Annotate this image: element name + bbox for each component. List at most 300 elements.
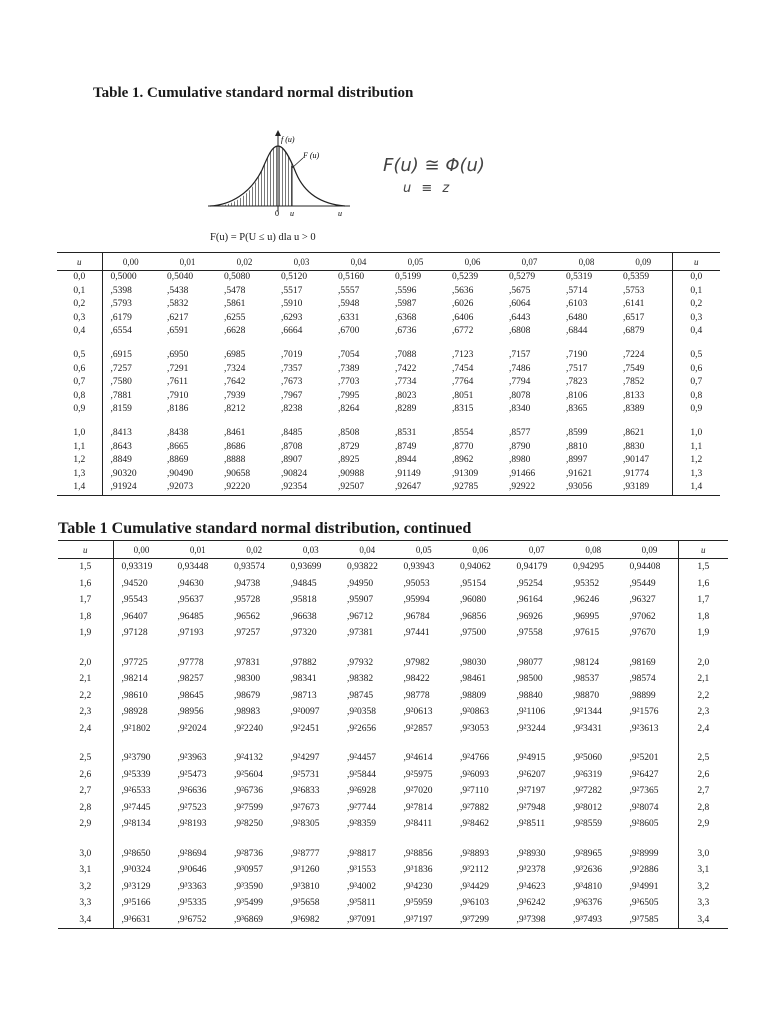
probability-cell: ,9²7282	[573, 786, 602, 796]
table-row	[57, 271, 720, 285]
u-value-cell: 3,4	[678, 912, 728, 929]
probability-cell: ,8621	[623, 427, 645, 438]
probability-cell: ,9²2857	[403, 723, 433, 734]
probability-cell: ,9²3613	[629, 723, 659, 734]
probability-cell: ,9²8856	[403, 848, 433, 859]
probability-cell: ,9²7948	[516, 802, 546, 813]
probability-cell: ,6064	[509, 299, 531, 309]
probability-cell: ,6915	[110, 349, 132, 360]
probability-cell: ,8531	[395, 427, 417, 438]
probability-cell: ,7517	[566, 363, 588, 374]
header-cell: 0,09	[622, 541, 679, 559]
shaded-area	[218, 146, 292, 206]
probability-cell: ,8023	[395, 390, 417, 401]
probability-cell: ,8340	[509, 404, 531, 414]
u-value-cell: 0,6	[672, 363, 720, 377]
probability-cell: ,97381	[347, 628, 374, 638]
probability-cell: ,97441	[403, 628, 430, 638]
probability-cell: ,9³7197	[403, 914, 433, 925]
probability-cell: ,8159	[110, 404, 132, 414]
table1	[57, 252, 720, 496]
u-value-cell: 1,6	[58, 576, 113, 593]
probability-cell: ,98928	[121, 707, 148, 717]
u-value-cell: 2,3	[58, 704, 113, 721]
u-value-cell: 3,0	[678, 833, 728, 863]
probability-cell: ,97932	[347, 657, 374, 668]
u-value-cell: 3,0	[58, 833, 113, 863]
probability-cell: ,96638	[290, 611, 317, 622]
u-value-cell: 3,3	[678, 895, 728, 912]
probability-cell: ,7881	[110, 390, 132, 401]
probability-cell: ,98461	[460, 674, 487, 684]
table-row	[58, 721, 728, 738]
probability-cell: ,9²8999	[629, 848, 659, 859]
probability-cell: ,6141	[623, 299, 645, 309]
header-cell: u	[58, 541, 113, 559]
probability-cell: ,9²3963	[177, 753, 207, 763]
table-row	[58, 559, 728, 576]
probability-cell: ,6554	[110, 326, 132, 336]
probability-cell: ,6368	[395, 312, 417, 323]
probability-cell: ,98956	[177, 707, 204, 717]
probability-cell: ,6664	[281, 326, 303, 336]
table-row	[58, 704, 728, 721]
probability-cell: ,9²5060	[573, 753, 602, 763]
probability-cell: ,7157	[509, 349, 531, 360]
probability-cell: ,97062	[629, 611, 656, 622]
u-value-cell: 0,4	[672, 325, 720, 339]
u-value-cell: 2,2	[678, 688, 728, 705]
probability-cell: ,7486	[509, 363, 531, 374]
probability-cell: ,9²8250	[234, 819, 263, 829]
u-value-cell: 0,8	[57, 390, 102, 404]
probability-cell: ,9³3590	[234, 881, 263, 892]
probability-cell: ,94950	[347, 578, 374, 589]
probability-cell: 0,5239	[452, 272, 479, 282]
probability-cell: ,9³6505	[629, 898, 659, 908]
probability-cell: ,97615	[573, 628, 600, 638]
probability-cell: ,95449	[629, 578, 656, 589]
probability-cell: ,98745	[347, 690, 374, 701]
probability-cell: ,9²5731	[290, 769, 320, 780]
probability-cell: ,7673	[281, 377, 303, 387]
probability-cell: ,6772	[452, 326, 474, 336]
probability-cell: ,8790	[509, 441, 531, 452]
table-row	[57, 363, 720, 377]
probability-cell: ,8264	[338, 404, 360, 414]
probability-cell: ,9²7365	[629, 786, 659, 796]
probability-cell: ,9³2378	[516, 865, 546, 875]
probability-cell: ,97670	[629, 628, 656, 638]
probability-cell: 0,5319	[566, 272, 593, 282]
table-row	[58, 862, 728, 879]
probability-cell: ,9²8736	[234, 848, 263, 859]
header-cell: 0,08	[565, 541, 622, 559]
probability-cell: ,8849	[110, 455, 132, 465]
probability-cell: ,9³5335	[177, 898, 207, 908]
probability-cell: ,9²6093	[460, 769, 489, 780]
table2-title: Table 1 Cumulative standard normal distribution, continued	[58, 520, 472, 537]
probability-cell: ,95994	[403, 595, 430, 605]
header-cell: 0,00	[102, 253, 159, 271]
probability-cell: ,94630	[177, 578, 204, 589]
u-value-cell: 3,4	[58, 912, 113, 929]
table1-title: Table 1. Cumulative standard normal distribution	[93, 85, 414, 101]
probability-cell: ,7734	[395, 377, 417, 387]
header-cell: 0,03	[273, 253, 330, 271]
u-value-cell: 2,6	[58, 767, 113, 784]
probability-cell: ,7910	[167, 390, 189, 401]
u-value-cell: 2,4	[678, 721, 728, 738]
u-value-cell: 1,0	[672, 417, 720, 441]
probability-cell: ,9³5166	[121, 898, 151, 908]
probability-cell: ,8869	[167, 455, 189, 465]
probability-cell: ,9²8074	[629, 802, 659, 813]
u-value-cell: 0,6	[57, 363, 102, 377]
probability-cell: ,8315	[452, 404, 474, 414]
header-cell: 0,07	[509, 541, 566, 559]
u-value-cell: 1,8	[58, 609, 113, 626]
probability-cell: ,9²7020	[403, 786, 433, 796]
probability-cell: ,9²4766	[460, 753, 489, 763]
probability-cell: ,9³1260	[290, 865, 320, 875]
u-value-cell: 3,1	[58, 862, 113, 879]
probability-cell: ,7764	[452, 377, 474, 387]
probability-cell: ,6331	[338, 312, 360, 323]
probability-cell: ,90988	[338, 468, 365, 479]
probability-cell: ,9²7197	[516, 786, 546, 796]
u-value-cell: 0,1	[672, 285, 720, 299]
probability-cell: ,9³4810	[573, 881, 602, 892]
probability-cell: ,6255	[224, 312, 246, 323]
probability-cell: ,9²8012	[573, 802, 602, 813]
header-cell: 0,09	[615, 253, 672, 271]
table-row	[57, 390, 720, 404]
probability-cell: ,9³3810	[290, 881, 320, 892]
probability-cell: ,97320	[290, 628, 317, 638]
u-value-cell: 0,9	[57, 403, 102, 417]
probability-cell: ,9²4915	[516, 753, 546, 763]
probability-cell: ,9³3129	[121, 881, 151, 892]
probability-cell: ,9²5975	[403, 769, 433, 780]
probability-cell: 0,5199	[395, 272, 422, 282]
u-value-cell: 0,4	[57, 325, 102, 339]
probability-cell: ,7291	[167, 363, 189, 374]
probability-cell: ,9²7110	[460, 786, 489, 796]
probability-cell: ,9²4132	[234, 753, 263, 763]
probability-cell: ,9³5811	[347, 898, 376, 908]
probability-cell: ,98610	[121, 690, 148, 701]
u-value-cell: 2,7	[678, 783, 728, 800]
probability-cell: ,8413	[110, 427, 132, 438]
probability-cell: ,9³6376	[573, 898, 602, 908]
table-row	[58, 576, 728, 593]
u-value-cell: 0,2	[57, 298, 102, 312]
table-row	[58, 625, 728, 642]
probability-cell: ,91774	[623, 468, 650, 479]
probability-cell: ,95637	[177, 595, 204, 605]
table-row	[57, 285, 720, 299]
table-row	[57, 454, 720, 468]
probability-cell: ,90658	[224, 468, 251, 479]
probability-cell: ,97725	[121, 657, 148, 668]
probability-cell: ,96926	[516, 611, 543, 622]
u-mark-label: u	[290, 209, 294, 218]
probability-cell: ,7703	[338, 377, 360, 387]
probability-cell: ,9²5339	[121, 769, 151, 780]
probability-cell: ,95053	[403, 578, 430, 589]
probability-cell: ,8962	[452, 455, 474, 465]
u-value-cell: 0,7	[57, 376, 102, 390]
probability-cell: ,6293	[281, 312, 303, 323]
probability-cell: ,98778	[403, 690, 430, 701]
probability-cell: ,9³1836	[403, 865, 433, 875]
probability-cell: ,94738	[234, 578, 261, 589]
probability-cell: ,95728	[234, 595, 261, 605]
u-value-cell: 2,1	[678, 671, 728, 688]
probability-cell: ,8238	[281, 404, 303, 414]
probability-cell: ,9²8462	[460, 819, 489, 829]
probability-cell: ,98169	[629, 657, 656, 668]
probability-cell: ,97982	[403, 657, 430, 668]
probability-cell: ,8078	[509, 390, 531, 401]
u-value-cell: 2,5	[678, 737, 728, 767]
u-value-cell: 2,2	[58, 688, 113, 705]
header-cell: u	[672, 253, 720, 271]
header-cell: 0,03	[283, 541, 340, 559]
probability-cell: ,7257	[110, 363, 132, 374]
probability-cell: ,7224	[623, 349, 645, 360]
probability-cell: ,9²4297	[290, 753, 320, 763]
probability-cell: ,9²8605	[629, 819, 659, 829]
u-value-cell: 1,4	[57, 481, 102, 495]
u-value-cell: 2,5	[58, 737, 113, 767]
probability-cell: ,95907	[347, 595, 374, 605]
probability-cell: ,8289	[395, 404, 417, 414]
probability-cell: ,7357	[281, 363, 303, 374]
probability-cell: ,9²7744	[347, 802, 376, 813]
probability-cell: ,9²6736	[234, 786, 263, 796]
u-value-cell: 2,9	[58, 816, 113, 833]
probability-cell: ,8186	[167, 404, 189, 414]
table2-header-row	[58, 541, 728, 559]
table-row	[57, 312, 720, 326]
probability-cell: ,9²0097	[290, 707, 320, 717]
probability-cell: ,98124	[573, 657, 600, 668]
probability-cell: ,9²2240	[234, 723, 263, 734]
probability-cell: ,92073	[167, 482, 194, 492]
table-row	[57, 441, 720, 455]
probability-cell: ,9³6103	[460, 898, 489, 908]
area-label: F (u)	[303, 151, 320, 160]
header-cell: u	[57, 253, 102, 271]
probability-cell: ,9²0358	[347, 707, 376, 717]
probability-cell: ,9³5658	[290, 898, 320, 908]
table-row	[58, 783, 728, 800]
table-row	[58, 800, 728, 817]
probability-cell: ,9³7398	[516, 914, 546, 925]
table-row	[58, 767, 728, 784]
probability-cell: ,9²3431	[573, 723, 602, 734]
u-value-cell: 0,0	[672, 271, 720, 285]
table-row	[58, 671, 728, 688]
probability-cell: ,9²3790	[121, 753, 151, 763]
probability-cell: ,97500	[460, 628, 487, 638]
probability-cell: ,5557	[338, 285, 360, 296]
probability-cell: ,6591	[167, 326, 189, 336]
probability-cell: ,9²5604	[234, 769, 263, 780]
probability-cell: ,9²5473	[177, 769, 207, 780]
probability-cell: ,8997	[566, 455, 588, 465]
probability-cell: ,9²8930	[516, 848, 546, 859]
probability-cell: ,97882	[290, 657, 317, 668]
probability-cell: ,8770	[452, 441, 474, 452]
table-row	[57, 376, 720, 390]
probability-cell: ,90824	[281, 468, 308, 479]
probability-cell: ,98382	[347, 674, 374, 684]
probability-cell: ,9³7493	[573, 914, 602, 925]
probability-cell: ,9³2636	[573, 865, 602, 875]
u-value-cell: 0,0	[57, 271, 102, 285]
probability-cell: ,97128	[121, 628, 148, 638]
probability-cell: ,9²0613	[403, 707, 433, 717]
probability-cell: ,7967	[281, 390, 303, 401]
probability-cell: ,9²4457	[347, 753, 376, 763]
u-value-cell: 2,4	[58, 721, 113, 738]
probability-cell: ,9²1802	[121, 723, 151, 734]
probability-cell: ,8133	[623, 390, 645, 401]
probability-cell: ,92647	[395, 482, 422, 492]
u-value-cell: 0,8	[672, 390, 720, 404]
probability-cell: ,5398	[110, 285, 132, 296]
probability-cell: ,96485	[177, 611, 204, 622]
probability-cell: ,6950	[167, 349, 189, 360]
probability-cell: ,9²2656	[347, 723, 376, 734]
probability-cell: ,5753	[623, 285, 645, 296]
probability-cell: ,9²7882	[460, 802, 489, 813]
probability-cell: ,97778	[177, 657, 204, 668]
u-value-cell: 2,8	[678, 800, 728, 817]
probability-cell: 0,5279	[509, 272, 536, 282]
probability-cell: ,7580	[110, 377, 132, 387]
probability-cell: 0,93699	[290, 562, 322, 572]
u-value-cell: 3,2	[58, 879, 113, 896]
probability-cell: ,9²1344	[573, 707, 602, 717]
probability-cell: ,98537	[573, 674, 600, 684]
probability-cell: ,96784	[403, 611, 430, 622]
table-row	[57, 417, 720, 441]
table-row	[58, 912, 728, 929]
probability-cell: ,7324	[224, 363, 246, 374]
probability-cell: ,5636	[452, 285, 474, 296]
f-label-pointer	[292, 158, 303, 168]
x-axis-label: u	[338, 209, 342, 218]
u-value-cell: 0,3	[57, 312, 102, 326]
probability-cell: ,95254	[516, 578, 543, 589]
u-value-cell: 0,9	[672, 403, 720, 417]
probability-cell: ,5596	[395, 285, 417, 296]
y-axis-label: f (u)	[281, 135, 295, 144]
u-value-cell: 1,5	[58, 559, 113, 576]
probability-cell: ,98713	[290, 690, 317, 701]
header-cell: u	[678, 541, 728, 559]
probability-cell: ,98500	[516, 674, 543, 684]
header-cell: 0,02	[226, 541, 283, 559]
probability-cell: ,9²8359	[347, 819, 376, 829]
u-value-cell: 2,9	[678, 816, 728, 833]
u-value-cell: 1,1	[672, 441, 720, 455]
probability-cell: ,9³7585	[629, 914, 659, 925]
probability-cell: ,6700	[338, 326, 360, 336]
table-row	[57, 325, 720, 339]
probability-cell: ,8438	[167, 427, 189, 438]
probability-cell: 0,94062	[460, 562, 491, 572]
probability-cell: 0,5120	[281, 272, 308, 282]
probability-cell: ,9²7814	[403, 802, 433, 813]
probability-cell: ,95543	[121, 595, 148, 605]
table-row	[58, 833, 728, 863]
table-row	[58, 609, 728, 626]
probability-cell: ,98214	[121, 674, 148, 684]
table-row	[57, 298, 720, 312]
u-value-cell: 1,8	[678, 609, 728, 626]
probability-cell: ,9³5499	[234, 898, 263, 908]
probability-cell: ,9²8134	[121, 819, 151, 829]
probability-cell: ,8599	[566, 427, 588, 438]
probability-cell: ,8643	[110, 441, 132, 452]
probability-cell: ,9³4991	[629, 881, 659, 892]
probability-cell: ,6179	[110, 312, 132, 323]
probability-cell: ,6844	[566, 326, 588, 336]
u-value-cell: 2,3	[678, 704, 728, 721]
probability-cell: ,98574	[629, 674, 656, 684]
probability-cell: ,9²6319	[573, 769, 602, 780]
header-cell: 0,04	[330, 253, 387, 271]
probability-cell: ,9²6833	[290, 786, 320, 796]
table-row	[58, 737, 728, 767]
u-value-cell: 0,5	[57, 339, 102, 363]
probability-cell: ,8708	[281, 441, 303, 452]
probability-cell: ,9²8817	[347, 848, 376, 859]
header-cell: 0,06	[444, 253, 501, 271]
probability-cell: ,8980	[509, 455, 531, 465]
header-cell: 0,02	[216, 253, 273, 271]
probability-cell: ,9³6752	[177, 914, 207, 925]
probability-cell: ,92354	[281, 482, 308, 492]
probability-cell: ,7642	[224, 377, 246, 387]
probability-cell: ,96407	[121, 611, 148, 622]
probability-cell: ,98257	[177, 674, 204, 684]
probability-cell: ,6406	[452, 312, 474, 323]
probability-cell: ,9²8650	[121, 848, 151, 859]
probability-cell: ,96327	[629, 595, 656, 605]
u-value-cell: 1,2	[57, 454, 102, 468]
probability-cell: ,9³2886	[629, 865, 659, 875]
probability-cell: ,6517	[623, 312, 645, 323]
probability-cell: ,7611	[167, 377, 189, 387]
probability-cell: ,9²7599	[234, 802, 263, 813]
probability-cell: ,9²5201	[629, 753, 659, 763]
probability-cell: ,9²6928	[347, 786, 376, 796]
probability-cell: ,8508	[338, 427, 360, 438]
probability-cell: ,8729	[338, 441, 360, 452]
probability-cell: ,8810	[566, 441, 588, 452]
probability-cell: ,90147	[623, 455, 650, 465]
probability-cell: ,6808	[509, 326, 531, 336]
u-value-cell: 0,1	[57, 285, 102, 299]
u-value-cell: 1,7	[678, 592, 728, 609]
table-row	[58, 592, 728, 609]
